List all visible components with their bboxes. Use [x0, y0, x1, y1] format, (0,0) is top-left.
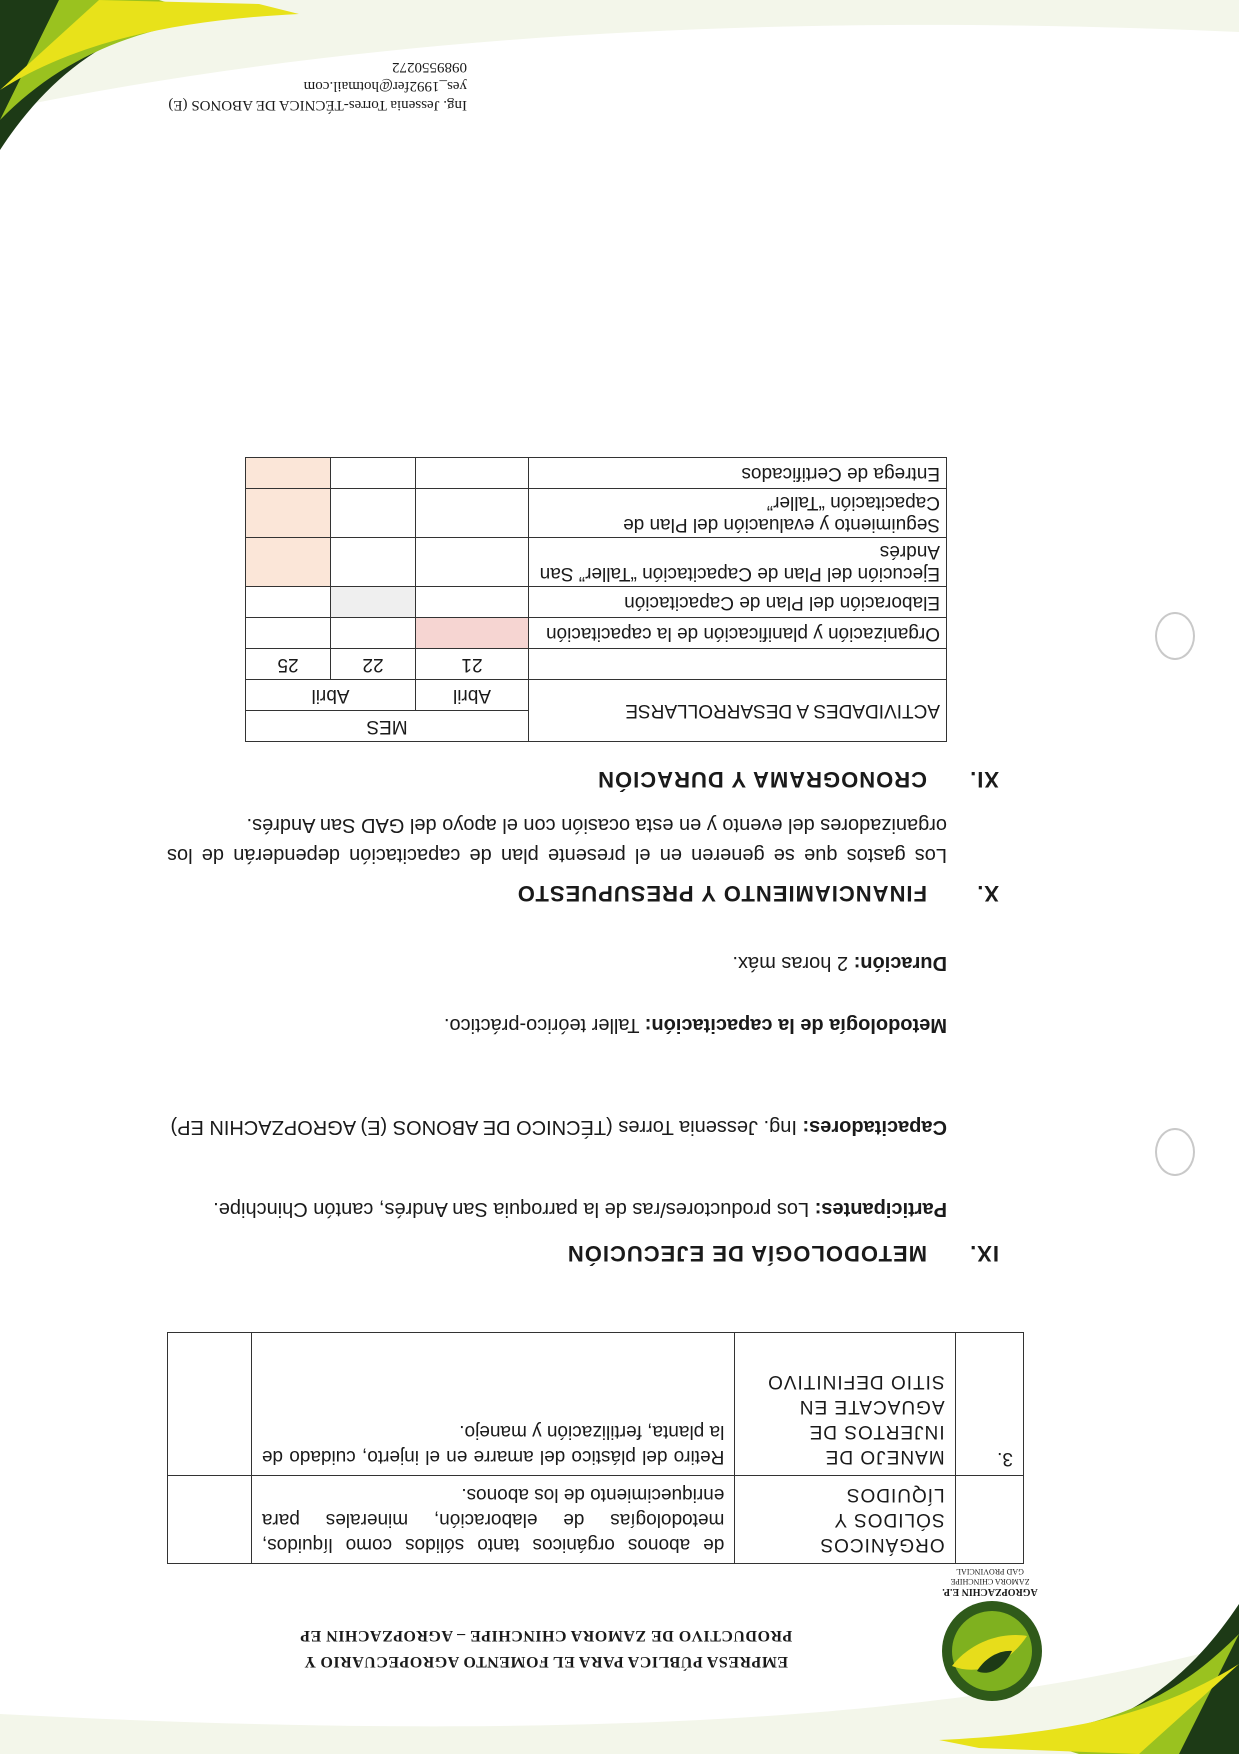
topic-description: Retiro del plástico del amarre en el injerto, cuidado de la planta, fertilización y manejo. [251, 1333, 734, 1476]
logo-org-name: AGROPZACHIN E.P. [942, 1586, 1038, 1597]
month-header: MES [246, 711, 529, 742]
signature-block [87, 57, 467, 114]
schedule-mark-cell [246, 489, 331, 538]
header-title-line-1: EMPRESA PÚBLICA PARA EL FOMENTO AGROPECUARIO Y [303, 1653, 789, 1670]
logo-sub-1: ZAMORA CHINCHIPE [950, 1577, 1030, 1586]
section-xi-heading [597, 766, 999, 792]
agropzachin-logo-icon [937, 1596, 1047, 1706]
participantes-paragraph [167, 1194, 947, 1224]
metodologia-paragraph [167, 1010, 947, 1040]
activity-empty-cell [529, 649, 947, 680]
topic-number [955, 1476, 1023, 1564]
topic-name: MANEJO DE INJERTOS DE AGUACATE EN SITIO DEFINITIVO [735, 1333, 955, 1476]
participantes-text: Los productores/ras de la parroquia San Andrés, cantón Chinchipe. [213, 1198, 810, 1220]
schedule-mark-cell [246, 538, 331, 587]
section-number: IX. [969, 1241, 999, 1266]
signature-email: yes_1992fer@hotmail.com [303, 78, 467, 94]
duracion-text: 2 horas máx. [732, 952, 849, 974]
header-title-line-2: PRODUCTIVO DE ZAMORA CHINCHIPE – AGROPZACHIN EP [299, 1627, 793, 1644]
activity-name: Elaboración del Plan de Capacitación [529, 587, 947, 618]
signature-name: Ing. Jessenia Torres-TÉCNICA DE ABONOS (E) [168, 97, 467, 113]
financiamiento-paragraph: Los gastos que se generen en el presente plan de capacitación dependerán de los organizadores del evento y en esta ocasión con el apoyo del GAD San Andrés. [167, 814, 947, 866]
topic-number: 3. [955, 1333, 1023, 1476]
duracion-paragraph [167, 948, 947, 978]
metodologia-label: Metodología de la capacitación: [644, 1014, 947, 1036]
schedule-empty-cell [416, 489, 529, 538]
topics-table [167, 1332, 1024, 1564]
participantes-label: Participantes: [814, 1198, 947, 1220]
schedule-empty-cell [331, 458, 416, 489]
activity-name: Ejecución del Plan de Capacitación “Taller” San Andrés [529, 538, 947, 587]
punch-hole [1155, 612, 1195, 660]
schedule-table [245, 457, 947, 742]
topic-description: de abonos orgánicos tanto sólidos como líquidos, metodologías de elaboración, minerales para enriquecimiento de los abonos. [251, 1476, 734, 1564]
month-cell: Abril [246, 680, 416, 711]
table-row [168, 1333, 1024, 1476]
metodologia-text: Taller teórico-práctico. [443, 1014, 640, 1036]
table-row [246, 649, 947, 680]
table-row [246, 489, 947, 538]
day-cell: 22 [331, 649, 416, 680]
activities-header: ACTIVIDADES A DESARROLLARSE [529, 680, 947, 742]
schedule-empty-cell [246, 618, 331, 649]
month-cell: Abril [416, 680, 529, 711]
capacitadores-label: Capacitadores: [802, 1116, 947, 1138]
table-row [246, 711, 947, 742]
section-number: XI. [969, 767, 999, 792]
duracion-label: Duración: [853, 952, 947, 974]
schedule-empty-cell [246, 587, 331, 618]
schedule-mark-cell [416, 618, 529, 649]
table-row [246, 538, 947, 587]
activity-name: Seguimiento y evaluación del Plan de Capacitación “Taller” [529, 489, 947, 538]
topic-empty-cell [168, 1476, 252, 1564]
header-title [231, 1622, 861, 1674]
table-row [246, 458, 947, 489]
activity-name: Organización y planificación de la capacitación [529, 618, 947, 649]
section-number: X. [976, 881, 999, 906]
topic-name: ORGÁNICOS SÓLIDOS Y LÍQUIDOS [735, 1476, 955, 1564]
schedule-empty-cell [331, 489, 416, 538]
schedule-empty-cell [416, 587, 529, 618]
schedule-mark-cell [331, 587, 416, 618]
section-title: METODOLOGÍA DE EJECUCIÓN [566, 1241, 927, 1266]
topic-empty-cell [168, 1333, 252, 1476]
activity-name: Entrega de Certificados [529, 458, 947, 489]
logo-sub-2: GAD PROVINCIAL [956, 1567, 1024, 1576]
table-row [168, 1476, 1024, 1564]
schedule-mark-cell [246, 458, 331, 489]
section-x-heading [517, 880, 999, 906]
schedule-empty-cell [331, 618, 416, 649]
day-cell: 25 [246, 649, 331, 680]
schedule-empty-cell [331, 538, 416, 587]
day-cell: 21 [416, 649, 529, 680]
signature-phone: 0989550272 [392, 59, 467, 75]
table-row [246, 618, 947, 649]
capacitadores-paragraph [167, 1112, 947, 1142]
section-title: FINANCIAMIENTO Y PRESUPUESTO [516, 881, 927, 906]
punch-hole [1155, 1128, 1195, 1176]
schedule-empty-cell [416, 458, 529, 489]
capacitadores-text: Ing. Jessenia Torres (TÉCNICO DE ABONOS (E) AGROPZACHIN EP) [170, 1116, 797, 1138]
table-row [246, 587, 947, 618]
section-title: CRONOGRAMA Y DURACIÓN [597, 767, 927, 792]
schedule-empty-cell [416, 538, 529, 587]
logo-caption [915, 1566, 1065, 1596]
section-ix-heading [567, 1240, 999, 1266]
